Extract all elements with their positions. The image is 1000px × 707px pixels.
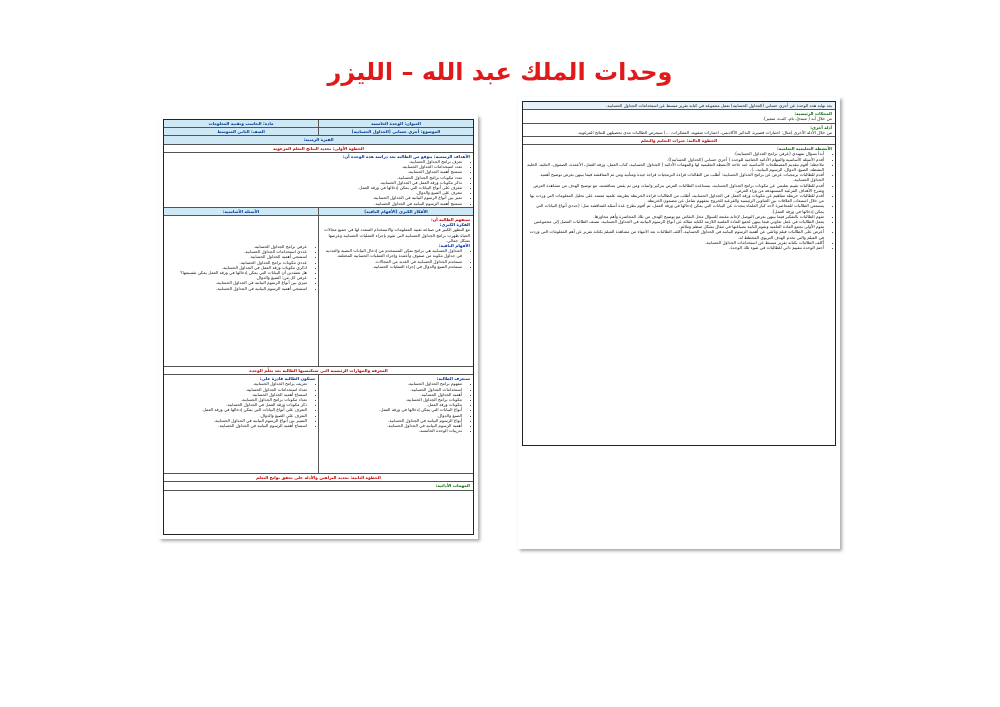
enduring-label: الأفهام الباقية: xyxy=(438,243,470,249)
list-item: • تستنتج أهمية الرسوم البيانية في الجداول الحسابية. xyxy=(167,201,462,206)
list-item: • مكونات برامج الجداول الحسابية. xyxy=(322,397,462,402)
list-item: • هل تعتقدين أن البيانات التي يمكن إدخالها في ورقة العمل يمكن تقسيمها؟ xyxy=(167,270,307,275)
list-item: • عددي مكونات برامج الجداول الحسابية. xyxy=(167,260,307,265)
document-title: وحدات الملك عبد الله – الليزر xyxy=(327,58,673,86)
big-idea-label: الفكرة الكبرى: xyxy=(439,222,470,228)
list-item: • تتعرف على الصيغ والدوال. xyxy=(167,190,462,195)
list-item: • تتعرف على أنواع البيانات التي يمكن إدخالها في ورقة العمل. xyxy=(167,185,462,190)
list-item: • تميز بين أنواع الرسوم البيانية في الجداول الحسابية. xyxy=(167,195,462,200)
big-ideas-heading: الأفكار الكبرى (الأفهام الباقية) xyxy=(364,208,428,214)
list-item: • التمييز بين أنواع الرسوم البيانية في الجداول الحسابية. xyxy=(167,418,307,423)
right-page xyxy=(518,97,840,549)
list-item: • مكونات ورقة العمل. xyxy=(322,402,462,407)
list-item: • استنتجي أهمية الرسوم البيانية في الجداول الحسابية. xyxy=(167,286,307,291)
list-item: • الصيغ والدوال. xyxy=(322,413,462,418)
list-item: • أقدم للطالبات تقييم تعليمي عن مكونات برامج الجداول الحسابية، بمساعدة الطالبات العرض بتركيز وانتباه، ومن ثم يقمن بمناقشته، مع توضيح الهدف من مشاهدة العرض وشرح الأهداف الفرعية المستهدفة من وراء العرض. xyxy=(526,183,824,193)
list-item: • استنتجي أهمية الجداول الحسابية. xyxy=(167,254,307,259)
list-item: • تستنتج أهمية الجداول الحسابية. xyxy=(167,169,462,174)
list-item: • تقوم الطالبات بالتفكير فيما بينهن بغرض التوصل لإجابة مقنعة للسؤال محل النقاش مع توضيح الهدف من تلك المحاضرة وأهم محاورها. xyxy=(526,214,824,219)
essential-questions-heading: الأسئلة الأساسية: xyxy=(164,208,319,215)
subject-title: مادة: الحاسب وتقنية المعلومات xyxy=(164,120,319,127)
list-item: • أقدم الأسئلة الأساسية والمهام الأدائية الختامية للوحدة ( أجري حسابي (الجداول الحسابية)). xyxy=(526,157,824,162)
list-item: • أبدأ بسؤال تمهيدي (عرفي برامج الجداول الحسابية). xyxy=(526,151,824,156)
knowledge-heading: المعرفة والمهارات الرئيسية التي ستكتسبها الطالبة بعد تعلّم الوحدة xyxy=(164,367,473,375)
list-item: • تعدد استخدامات الجداول الحسابية. xyxy=(167,164,462,169)
other-evidence-heading: أدلة أخرى: xyxy=(810,124,832,130)
list-item: • تستخدم الجداول الحسابية في العديد من المجالات. xyxy=(322,259,462,264)
performance-tasks: المهمات الأدائية: xyxy=(164,482,473,490)
rubric-text: من خلال أنه ( مبتدئ، نام، كفء، متميز). xyxy=(762,116,832,122)
goals-list xyxy=(167,159,470,206)
big-idea-text: مع التطور الكبير في صناعة تقنية المعلومات والاستخدام المتعدد لها في جميع مجالات الحياة ظهرت برامج الجداول الحسابية التي تقوم بإجراء العمليات الحسابية وعرضها بشكل جمالي. xyxy=(324,227,470,243)
period: الفترة الزمنية: xyxy=(164,136,473,144)
list-item: • تعريف برامج الجداول الحسابية. xyxy=(167,381,307,386)
list-item: • التعرف على أنواع البيانات التي يمكن إدخالها في ورقة العمل. xyxy=(167,407,307,412)
intro-text: بعد نهاية هذه الوحدة عن أجري حسابي (الجداول الحسابية) تعمل مجموعة في كتابة تقرير مبسط عن استخدامات الجداول الحسابية. xyxy=(523,102,835,110)
list-item: • تعدد مكونات برامج الجداول الحسابية. xyxy=(167,175,462,180)
know-sub: ستعرف الطالبة: xyxy=(436,376,470,382)
list-item: • أقدم للطالبات برمجيات عرض عن برامج الجداول الحسابية: أطلب من الطالبات قراءة البرمجيات قراءة جيدة ومتأنية ومن ثم المناقشة فيما بينهن بغرض توضيح أهمية الجداول الحسابية. xyxy=(526,172,824,182)
list-item: • تذكر مكونات ورقة العمل في الجداول الحسابية. xyxy=(167,180,462,185)
list-item: • ذكر مكونات ورقة العمل في الجداول الحسابية. xyxy=(167,402,307,407)
list-item: • استنتاج أهمية الجداول الحسابية. xyxy=(167,392,307,397)
list-item: • تدريبات الوحدة الخامسة. xyxy=(322,428,462,433)
topic: الموضوع: أجري حسابي (الجداول الحسابية) xyxy=(351,129,441,135)
list-item: • اذكري مكونات ورقة العمل في الجداول الحسابية. xyxy=(167,265,307,270)
list-item: • عددي استخدامات الجداول الحسابية. xyxy=(167,249,307,254)
big-ideas-sub: ستفهم الطالبة أن: xyxy=(431,217,470,223)
list-item: • استنتاج أهمية الرسوم البيانية في الجداول الحسابية. xyxy=(167,423,307,428)
list-item: • عرفي كل من: الصيغ والدوال. xyxy=(167,275,307,280)
list-item: • يعمل الطالبات في عمل تعاوني فيما بينهن لجمع المادة العلمية اللازمة لكتابة مقالة عن أنواع الرسوم البيانية في الجداول الحسابية، تصنف الطالبات الفصل إلى مجموعتين تقوم الأولى بجمع المادة العلمية وتقوم الثانية بصياغتها في مقال بشكل منظم وملائم. xyxy=(526,219,824,229)
list-item: • أنواع البيانات التي يمكن إدخالها في ورقة العمل. xyxy=(322,407,462,412)
grade: الصف: الثاني المتوسط xyxy=(164,128,319,135)
list-item: • تعداد مكونات برامج الجداول الحسابية. xyxy=(167,397,307,402)
list-item: • تعداد استخدامات الجداول الحسابية. xyxy=(167,387,307,392)
rubric-heading: المحكات الرئيسية: xyxy=(794,111,832,117)
activities-heading: الأنشطة التعليمية التعلمية: xyxy=(777,146,832,152)
unit-title: العنوان: الوحدة الخامسة xyxy=(371,121,421,126)
list-item: • عرفي برامج الجداول الحسابية. xyxy=(167,244,307,249)
list-item: • أنواع الرسوم البيانية في الجداول الحسابية. xyxy=(322,418,462,423)
list-item: • تستخدم الصيغ والدوال في إجراء العمليات الحسابية. xyxy=(322,264,462,269)
left-page-frame xyxy=(163,119,474,535)
list-item: • أقدم للطالبات خريطة مفاهيم عن مكونات ورقة العمل في الجداول الحسابية، أطلب من الطالبات قراءة الخريطة بطريقة علمية معتمد على تحليل المعلومات التي وردت بها من خلال استيعاب العلاقات بين العناوين الرئيسية والفرعية للخروج بمفهوم شامل عن مضمون الخريطة. xyxy=(526,193,824,203)
skills-sub: ستكون الطالبة قادرة على: xyxy=(259,376,315,382)
list-item: • استخدامات الجداول الحسابية. xyxy=(322,387,462,392)
list-item: • مفهوم برامج الجداول الحسابية. xyxy=(322,381,462,386)
activities-list xyxy=(526,151,832,250)
list-item: • أهمية الرسوم البيانية في الجداول الحسابية. xyxy=(322,423,462,428)
list-item: • أعرض على الطالبات فيلم وثائقي عن أهمية الرسوم البيانية في الجداول الحسابية، أكلف الطالبات بعد الانتهاء من مشاهدة الفيلم بكتابة تقرير عن أهم المعلومات التي وردت في الفيلم والتي تخدم الهدف التربوي المخطط له. xyxy=(526,229,824,239)
list-item: • أختم الوحدة بتقييم ذاتي للطالبات في ضوء تلك الوحدة. xyxy=(526,245,824,250)
stage-two-heading: الخطوة الثانية: تحديد البراهين والأدلة على تحقق نواتج التعلم xyxy=(164,474,473,482)
list-item: • تعرف برامج الجداول الحسابية. xyxy=(167,159,462,164)
list-item: • أكلف الطالبات بكتابة تقرير مبسط عن استخدامات الجداول الحسابية. xyxy=(526,240,824,245)
left-page xyxy=(159,115,478,539)
other-evidence-text: من خلال الأدلة الأخرى (مثال: اختبارات قصيرة، التذكير الأكاديمي، اختبارات شفوية، المفكرات، ...) سيعرض الطالبات مدى تحصيلهن للنتائج المرغوبة. xyxy=(577,129,832,135)
list-item: • يستمعن الطالبات للمحاضرة لأحد كبار العلماء يتحدث عن البيانات التي يمكن إدخالها في ورقة العمل، ثم أقوم بطرح عدة أسئلة للمناقشة مثل: (حددي أنواع البيانات التي يمكن إدخالها في ورقة العمل). xyxy=(526,203,824,213)
list-item: • ميزي بين أنواع الرسوم البيانية في الجداول الحسابية. xyxy=(167,280,307,285)
right-page-frame xyxy=(522,101,836,446)
list-item: • أهمية الجداول الحسابية. xyxy=(322,392,462,397)
list-item: • ملاحظة: أقوم بتقديم المصطلحات الأساسية عند حاجة الأنشطة التعليمية لها والمهمات الأدائية ( الجداول الحسابية، كتاب العمل، ورقة العمل، الأعمدة، الصفوف، الخلية، الخلية النشطة، الصيغ، الدوال، الرسوم البيانية...). xyxy=(526,162,824,172)
list-item: • التعرف على الصيغ والدوال. xyxy=(167,413,307,418)
list-item: • الجداول الحسابية هي برامج تمكن المستخدم من إدخال البيانات النصية والعددية في جداول مكونة من صفوف وأعمدة وإجراء العمليات الحسابية المختلفة. xyxy=(322,248,462,258)
stage-three-heading: الخطوة الثالثة: خبرات التعليم والتعلم xyxy=(523,137,835,145)
goals-heading: الأهداف الرسمية: يتوقع من الطالبة بعد دراسة هذه الوحدة أن: xyxy=(342,153,470,159)
stage-one-heading: الخطوة الأولى: تحديد النتائج التعلم المرغوبة xyxy=(164,145,473,153)
